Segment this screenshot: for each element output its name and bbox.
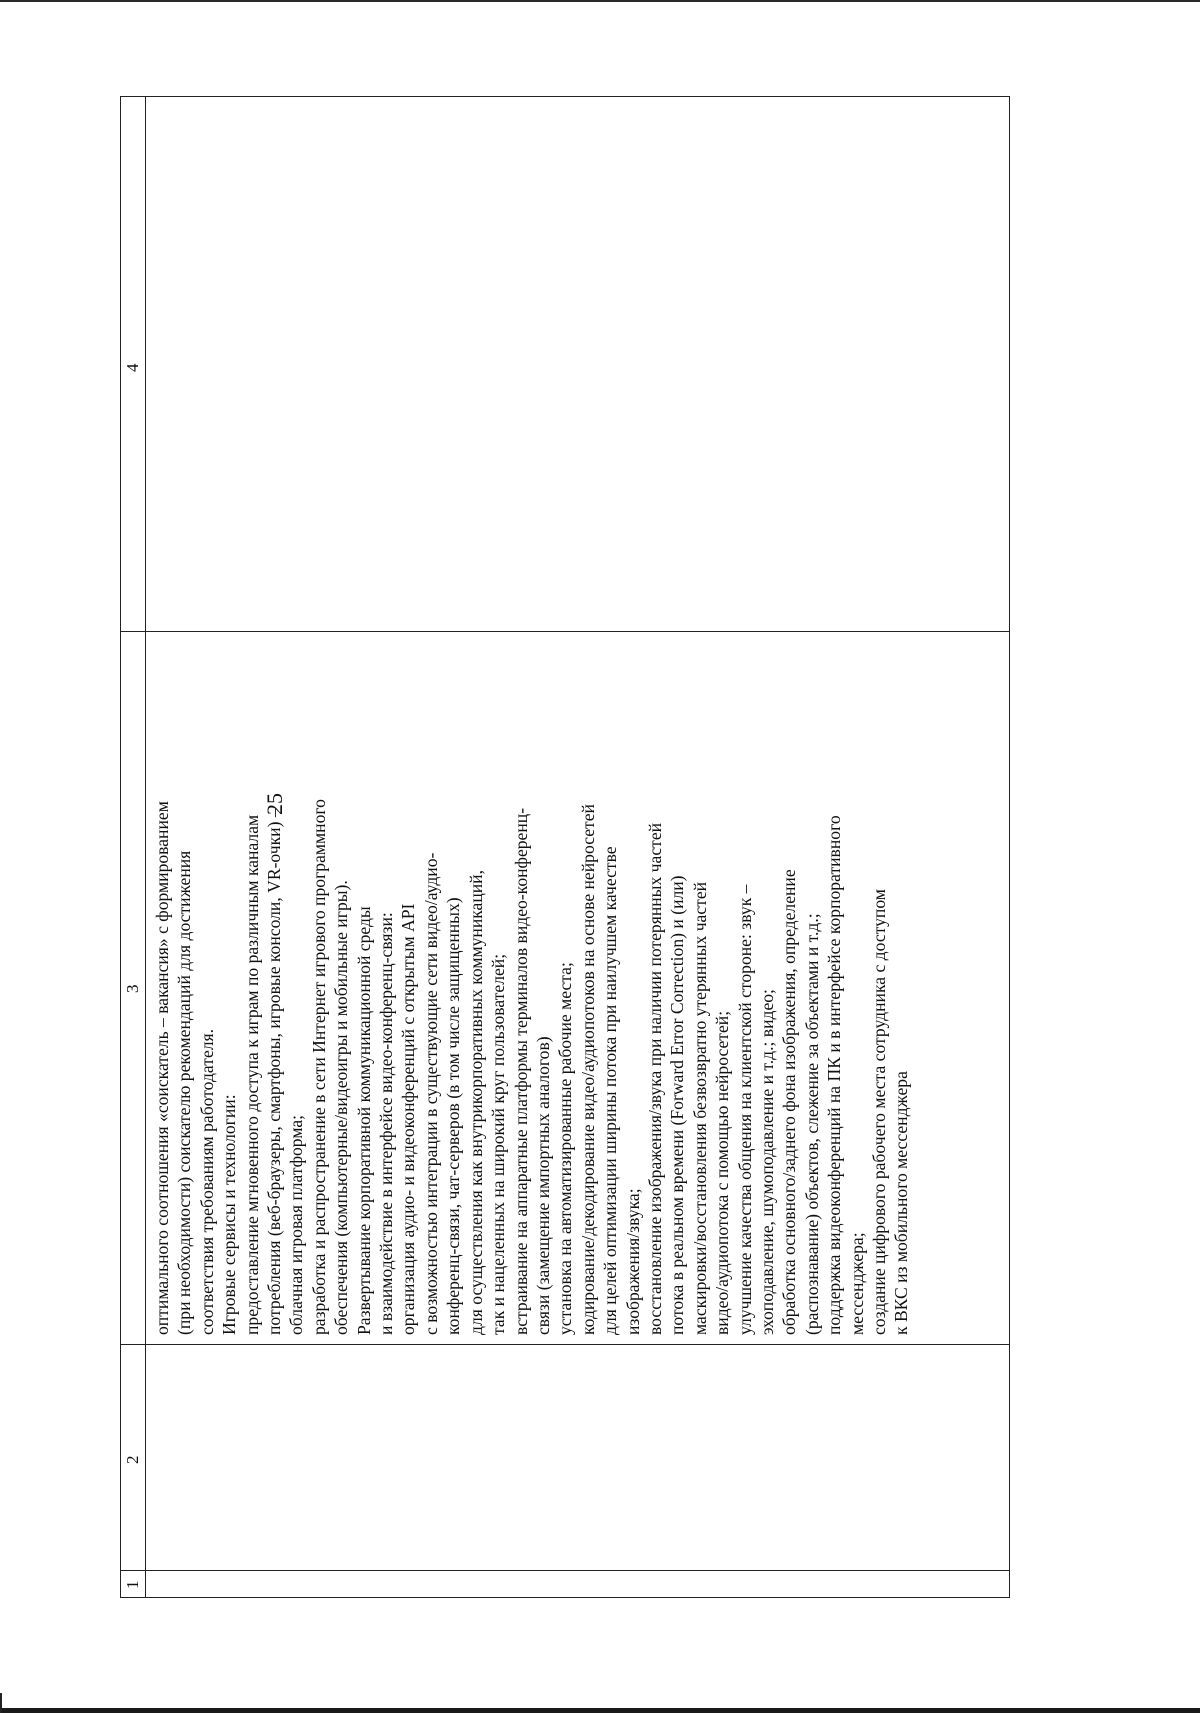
text-line: обеспечения (компьютерные/видеоигры и мобильные игры). — [331, 880, 352, 1335]
header-col-3: 3 — [123, 984, 142, 993]
text-line: облачная игровая платформа; — [286, 1114, 307, 1335]
text-line: Развертывание корпоративной коммуникационной среды — [353, 906, 374, 1335]
text-line: улучшение качества общения на клиентской стороне: звук – — [734, 884, 755, 1335]
text-line: поддержка видеоконференций на ПК и в интерфейсе корпоративного — [824, 815, 845, 1335]
text-line: видео/аудиопотока с помощью нейросетей; — [712, 1010, 733, 1335]
text-line: потребления (веб-браузеры, смартфоны, игровые консоли, VR-очки) – — [264, 808, 285, 1335]
text-line: для целей оптимизации ширины потока при наилучшем качестве — [600, 846, 621, 1335]
scan-edge-bottom — [0, 1708, 1200, 1713]
text-line: организация аудио- и видеоконференций с открытым API — [398, 903, 419, 1335]
scan-edge-top — [0, 0, 1200, 2]
text-line: соответствия требованиям работодателя. — [196, 1028, 217, 1335]
text-line: обработка основного/заднего фона изображения, определение — [779, 869, 800, 1335]
text-line: маскировки/восстановления безвозвратно утерянных частей — [689, 881, 710, 1335]
text-line: к ВКС из мобильного мессенджера — [891, 1071, 912, 1335]
text-line: восстановление изображения/звука при наличии потерянных частей — [644, 822, 665, 1335]
text-line: разработка и распространение в сети Интернет игрового программного — [308, 799, 329, 1335]
column-divider-3-4 — [121, 631, 1009, 632]
text-line: создание цифрового рабочего места сотрудника с доступом — [869, 889, 889, 1335]
text-line: предоставление мгновенного доступа к играм по различным каналам — [241, 814, 262, 1335]
text-line: конференц-связи, чат-серверов (в том числе защищенных) — [443, 897, 464, 1335]
text-line: мессенджера; — [846, 1232, 867, 1335]
column-3-text — [151, 645, 1001, 1335]
text-line: Игровые сервисы и технологии: — [219, 1094, 240, 1335]
header-col-2: 2 — [123, 1455, 142, 1464]
text-line: оптимального соотношения «соискатель – вакансия» с формированием — [152, 801, 172, 1335]
text-line: связи (замещение импортных аналогов) — [532, 1036, 553, 1335]
column-divider-2-3 — [121, 1344, 1009, 1345]
text-line: изображения/звука; — [622, 1188, 643, 1335]
text-line: для осуществления как внутрикорпоративных коммуникаций, — [465, 870, 486, 1335]
text-line: установка на автоматизированные рабочие места; — [555, 962, 576, 1335]
page-number: 25 — [262, 793, 287, 815]
column-divider-1-2 — [121, 1570, 1009, 1571]
text-line: эхоподавление, шумоподавление и т.д.; видео; — [756, 989, 777, 1335]
scan-edge-left — [0, 1693, 2, 1713]
text-line: потока в реальном времени (Forward Error Correction) и (или) — [667, 875, 688, 1335]
text-line: кодирование/декодирование видео/аудиопотоков на основе нейросетей — [577, 804, 598, 1335]
header-row — [121, 97, 146, 1597]
text-line: так и нацеленных на широкий круг пользователей; — [488, 953, 509, 1335]
text-line: встраивание на аппаратные платформы терминалов видео-конференц- — [510, 807, 531, 1335]
content-table — [120, 96, 1010, 1598]
header-col-1: 1 — [123, 1580, 142, 1589]
text-line: (при необходимости) соискателю рекомендаций для достижения — [174, 850, 195, 1335]
text-line: и взаимодействие в интерфейсе видео-конференц-связи: — [376, 912, 397, 1335]
header-col-4: 4 — [123, 363, 142, 372]
text-line: с возможностью интеграции в существующие сети видео/аудио- — [420, 852, 441, 1335]
text-line: (распознавание) объектов, слежение за объектами и т.д.; — [801, 913, 822, 1335]
rotated-table-wrapper — [120, 96, 1010, 1598]
